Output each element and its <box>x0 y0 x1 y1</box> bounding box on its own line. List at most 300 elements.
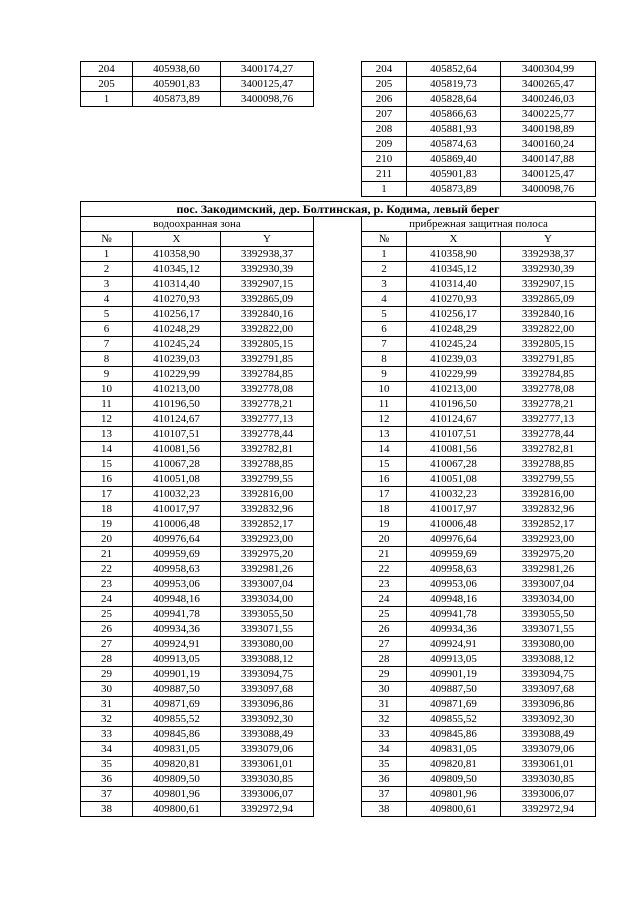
cell-x: 405901,83 <box>133 77 221 92</box>
left-cell-y: 3393096,86 <box>221 697 314 712</box>
right-cell-x: 410256,17 <box>407 307 501 322</box>
left-cell-y: 3393080,00 <box>221 637 314 652</box>
right-cell-no: 25 <box>362 607 407 622</box>
right-cell-y: 3392799,55 <box>501 472 596 487</box>
top-right-table <box>361 61 596 197</box>
right-cell-y: 3392816,00 <box>501 487 596 502</box>
left-cell-x: 410067,28 <box>133 457 221 472</box>
right-cell-y: 3393097,68 <box>501 682 596 697</box>
spacer <box>314 757 362 772</box>
spacer <box>314 697 362 712</box>
left-cell-no: 17 <box>81 487 133 502</box>
right-cell-no: 11 <box>362 397 407 412</box>
spacer <box>314 547 362 562</box>
right-cell-x: 410017,97 <box>407 502 501 517</box>
spacer <box>314 727 362 742</box>
left-cell-no: 20 <box>81 532 133 547</box>
cell-y: 3400098,76 <box>501 182 596 197</box>
left-cell-no: 15 <box>81 457 133 472</box>
spacer <box>314 577 362 592</box>
table-row <box>362 77 596 92</box>
right-cell-no: 2 <box>362 262 407 277</box>
left-cell-y: 3392816,00 <box>221 487 314 502</box>
left-cell-x: 410270,93 <box>133 292 221 307</box>
table-row <box>81 427 596 442</box>
right-cell-x: 410239,03 <box>407 352 501 367</box>
left-cell-y: 3393030,85 <box>221 772 314 787</box>
right-cell-x: 409959,69 <box>407 547 501 562</box>
table-row <box>81 457 596 472</box>
right-cell-y: 3392778,08 <box>501 382 596 397</box>
left-cell-no: 5 <box>81 307 133 322</box>
left-cell-y: 3393034,00 <box>221 592 314 607</box>
right-cell-no: 29 <box>362 667 407 682</box>
cell-no: 211 <box>362 167 407 182</box>
cell-no: 206 <box>362 92 407 107</box>
left-cell-x: 409887,50 <box>133 682 221 697</box>
table-row <box>81 637 596 652</box>
table-row <box>81 292 596 307</box>
cell-y: 3400225,77 <box>501 107 596 122</box>
right-cell-x: 410081,56 <box>407 442 501 457</box>
right-cell-y: 3392778,21 <box>501 397 596 412</box>
left-cell-x: 410032,23 <box>133 487 221 502</box>
left-cell-x: 409934,36 <box>133 622 221 637</box>
table-row <box>81 562 596 577</box>
right-cell-x: 409976,64 <box>407 532 501 547</box>
left-cell-y: 3392975,20 <box>221 547 314 562</box>
right-cell-no: 17 <box>362 487 407 502</box>
cell-x: 405819,73 <box>407 77 501 92</box>
right-cell-no: 18 <box>362 502 407 517</box>
right-cell-no: 5 <box>362 307 407 322</box>
right-cell-no: 6 <box>362 322 407 337</box>
left-cell-no: 38 <box>81 802 133 817</box>
spacer <box>314 427 362 442</box>
left-cell-no: 25 <box>81 607 133 622</box>
left-cell-y: 3392923,00 <box>221 532 314 547</box>
cell-y: 3400125,47 <box>221 77 314 92</box>
cell-x: 405852,64 <box>407 62 501 77</box>
right-cell-no: 10 <box>362 382 407 397</box>
right-cell-x: 409801,96 <box>407 787 501 802</box>
right-cell-no: 3 <box>362 277 407 292</box>
right-cell-x: 409855,52 <box>407 712 501 727</box>
spacer <box>314 337 362 352</box>
spacer <box>314 487 362 502</box>
table-row <box>362 137 596 152</box>
left-cell-no: 28 <box>81 652 133 667</box>
table-row <box>81 472 596 487</box>
left-cell-y: 3393079,06 <box>221 742 314 757</box>
spacer <box>314 637 362 652</box>
left-cell-x: 409800,61 <box>133 802 221 817</box>
left-cell-no: 26 <box>81 622 133 637</box>
right-cell-no: 34 <box>362 742 407 757</box>
left-cell-no: 37 <box>81 787 133 802</box>
left-cell-y: 3393071,55 <box>221 622 314 637</box>
table-row <box>81 247 596 262</box>
cell-y: 3400160,24 <box>501 137 596 152</box>
left-cell-x: 409871,69 <box>133 697 221 712</box>
right-cell-x: 409958,63 <box>407 562 501 577</box>
left-cell-x: 409809,50 <box>133 772 221 787</box>
right-cell-no: 21 <box>362 547 407 562</box>
left-cell-no: 29 <box>81 667 133 682</box>
left-cell-no: 33 <box>81 727 133 742</box>
right-cell-y: 3393034,00 <box>501 592 596 607</box>
cell-no: 204 <box>362 62 407 77</box>
col-y-right: Y <box>501 232 596 247</box>
col-no-left: № <box>81 232 133 247</box>
spacer <box>314 772 362 787</box>
right-cell-y: 3392788,85 <box>501 457 596 472</box>
left-cell-x: 410006,48 <box>133 517 221 532</box>
left-cell-x: 409941,78 <box>133 607 221 622</box>
right-cell-x: 410196,50 <box>407 397 501 412</box>
table-row <box>81 382 596 397</box>
col-y-left: Y <box>221 232 314 247</box>
left-cell-y: 3393088,49 <box>221 727 314 742</box>
right-cell-no: 27 <box>362 637 407 652</box>
right-cell-x: 410358,90 <box>407 247 501 262</box>
table-row <box>81 502 596 517</box>
table-row <box>81 77 314 92</box>
spacer <box>314 712 362 727</box>
right-cell-no: 14 <box>362 442 407 457</box>
right-cell-y: 3393094,75 <box>501 667 596 682</box>
left-cell-x: 409958,63 <box>133 562 221 577</box>
right-cell-y: 3392791,85 <box>501 352 596 367</box>
left-cell-y: 3392938,37 <box>221 247 314 262</box>
right-cell-no: 20 <box>362 532 407 547</box>
right-cell-no: 15 <box>362 457 407 472</box>
cell-x: 405866,63 <box>407 107 501 122</box>
left-cell-no: 6 <box>81 322 133 337</box>
table-row <box>81 262 596 277</box>
table-row <box>81 367 596 382</box>
left-cell-y: 3392778,44 <box>221 427 314 442</box>
right-cell-x: 409913,05 <box>407 652 501 667</box>
right-cell-y: 3392923,00 <box>501 532 596 547</box>
left-cell-y: 3392791,85 <box>221 352 314 367</box>
left-cell-y: 3393007,04 <box>221 577 314 592</box>
spacer <box>314 562 362 577</box>
right-cell-x: 409953,06 <box>407 577 501 592</box>
left-cell-y: 3393006,07 <box>221 787 314 802</box>
left-cell-no: 19 <box>81 517 133 532</box>
left-cell-x: 410051,08 <box>133 472 221 487</box>
table-row <box>81 667 596 682</box>
right-cell-no: 35 <box>362 757 407 772</box>
right-cell-no: 12 <box>362 412 407 427</box>
right-cell-no: 28 <box>362 652 407 667</box>
left-cell-no: 13 <box>81 427 133 442</box>
spacer <box>314 382 362 397</box>
left-cell-y: 3393055,50 <box>221 607 314 622</box>
spacer <box>314 667 362 682</box>
left-cell-x: 409845,86 <box>133 727 221 742</box>
cell-y: 3400174,27 <box>221 62 314 77</box>
right-cell-x: 410107,51 <box>407 427 501 442</box>
right-cell-y: 3393007,04 <box>501 577 596 592</box>
right-cell-y: 3393071,55 <box>501 622 596 637</box>
right-cell-y: 3393088,12 <box>501 652 596 667</box>
left-cell-x: 410107,51 <box>133 427 221 442</box>
cell-y: 3400304,99 <box>501 62 596 77</box>
right-cell-no: 31 <box>362 697 407 712</box>
right-cell-x: 409871,69 <box>407 697 501 712</box>
left-cell-x: 409924,91 <box>133 637 221 652</box>
right-cell-x: 410270,93 <box>407 292 501 307</box>
left-cell-no: 4 <box>81 292 133 307</box>
left-cell-y: 3392788,85 <box>221 457 314 472</box>
right-cell-no: 24 <box>362 592 407 607</box>
col-no-right: № <box>362 232 407 247</box>
left-cell-no: 34 <box>81 742 133 757</box>
cell-x: 405869,40 <box>407 152 501 167</box>
spacer <box>314 217 362 232</box>
cell-x: 405873,89 <box>133 92 221 107</box>
left-cell-y: 3392822,00 <box>221 322 314 337</box>
left-cell-y: 3392981,26 <box>221 562 314 577</box>
spacer <box>314 652 362 667</box>
left-cell-no: 35 <box>81 757 133 772</box>
table-row <box>81 787 596 802</box>
spacer <box>314 262 362 277</box>
left-cell-no: 32 <box>81 712 133 727</box>
right-cell-x: 410213,00 <box>407 382 501 397</box>
left-cell-x: 409855,52 <box>133 712 221 727</box>
right-cell-no: 37 <box>362 787 407 802</box>
right-cell-x: 409809,50 <box>407 772 501 787</box>
spacer <box>314 622 362 637</box>
left-cell-no: 30 <box>81 682 133 697</box>
left-cell-y: 3392832,96 <box>221 502 314 517</box>
left-cell-no: 22 <box>81 562 133 577</box>
right-cell-x: 409831,05 <box>407 742 501 757</box>
left-cell-no: 14 <box>81 442 133 457</box>
left-cell-x: 409953,06 <box>133 577 221 592</box>
table-row <box>362 92 596 107</box>
left-cell-y: 3392778,21 <box>221 397 314 412</box>
table-row <box>81 352 596 367</box>
left-cell-x: 409820,81 <box>133 757 221 772</box>
left-cell-no: 21 <box>81 547 133 562</box>
left-cell-y: 3392852,17 <box>221 517 314 532</box>
right-cell-x: 410229,99 <box>407 367 501 382</box>
spacer <box>314 232 362 247</box>
left-cell-y: 3392840,16 <box>221 307 314 322</box>
left-cell-x: 410239,03 <box>133 352 221 367</box>
left-cell-x: 410345,12 <box>133 262 221 277</box>
spacer <box>314 517 362 532</box>
cell-x: 405874,63 <box>407 137 501 152</box>
right-cell-y: 3392822,00 <box>501 322 596 337</box>
table-row <box>81 532 596 547</box>
table-row <box>362 107 596 122</box>
left-header: водоохранная зона <box>81 217 314 232</box>
left-cell-x: 409831,05 <box>133 742 221 757</box>
cell-x: 405873,89 <box>407 182 501 197</box>
right-cell-y: 3393006,07 <box>501 787 596 802</box>
spacer <box>314 322 362 337</box>
table-row <box>81 652 596 667</box>
left-cell-y: 3392778,08 <box>221 382 314 397</box>
table-row <box>81 337 596 352</box>
right-header: прибрежная защитная полоса <box>362 217 596 232</box>
left-cell-no: 36 <box>81 772 133 787</box>
cell-no: 1 <box>362 182 407 197</box>
spacer <box>314 277 362 292</box>
cell-no: 210 <box>362 152 407 167</box>
table-row <box>362 62 596 77</box>
cell-y: 3400125,47 <box>501 167 596 182</box>
left-cell-no: 27 <box>81 637 133 652</box>
left-cell-x: 410248,29 <box>133 322 221 337</box>
right-cell-y: 3392852,17 <box>501 517 596 532</box>
cell-no: 209 <box>362 137 407 152</box>
left-cell-no: 12 <box>81 412 133 427</box>
spacer <box>314 787 362 802</box>
left-cell-no: 3 <box>81 277 133 292</box>
right-cell-x: 409924,91 <box>407 637 501 652</box>
table-row <box>81 487 596 502</box>
table-row <box>81 757 596 772</box>
right-cell-y: 3392972,94 <box>501 802 596 817</box>
right-cell-x: 410248,29 <box>407 322 501 337</box>
right-cell-no: 33 <box>362 727 407 742</box>
right-cell-x: 410067,28 <box>407 457 501 472</box>
top-left-table <box>80 61 314 107</box>
right-cell-no: 23 <box>362 577 407 592</box>
right-cell-x: 409901,19 <box>407 667 501 682</box>
left-cell-x: 410196,50 <box>133 397 221 412</box>
left-cell-x: 409976,64 <box>133 532 221 547</box>
left-cell-no: 31 <box>81 697 133 712</box>
table-row <box>81 307 596 322</box>
cell-no: 1 <box>81 92 133 107</box>
coordinates-table <box>80 201 596 817</box>
cell-y: 3400246,03 <box>501 92 596 107</box>
table-row <box>81 607 596 622</box>
right-cell-y: 3393061,01 <box>501 757 596 772</box>
right-cell-no: 16 <box>362 472 407 487</box>
table-row <box>81 622 596 637</box>
table-row <box>81 277 596 292</box>
left-cell-y: 3393061,01 <box>221 757 314 772</box>
left-cell-no: 2 <box>81 262 133 277</box>
right-cell-y: 3392865,09 <box>501 292 596 307</box>
left-cell-x: 410245,24 <box>133 337 221 352</box>
right-cell-y: 3393030,85 <box>501 772 596 787</box>
table-row <box>81 802 596 817</box>
spacer <box>314 472 362 487</box>
spacer <box>314 802 362 817</box>
right-cell-x: 410124,67 <box>407 412 501 427</box>
right-cell-no: 32 <box>362 712 407 727</box>
table-row <box>81 547 596 562</box>
cell-no: 204 <box>81 62 133 77</box>
right-cell-y: 3393092,30 <box>501 712 596 727</box>
left-cell-no: 24 <box>81 592 133 607</box>
right-cell-x: 410314,40 <box>407 277 501 292</box>
left-cell-y: 3392907,15 <box>221 277 314 292</box>
spacer <box>314 457 362 472</box>
right-cell-y: 3393088,49 <box>501 727 596 742</box>
right-cell-x: 409800,61 <box>407 802 501 817</box>
right-cell-no: 22 <box>362 562 407 577</box>
left-cell-y: 3393094,75 <box>221 667 314 682</box>
spacer <box>314 367 362 382</box>
right-cell-y: 3393080,00 <box>501 637 596 652</box>
left-cell-x: 409913,05 <box>133 652 221 667</box>
right-cell-y: 3392840,16 <box>501 307 596 322</box>
left-cell-y: 3393088,12 <box>221 652 314 667</box>
left-cell-no: 23 <box>81 577 133 592</box>
table-row <box>81 62 314 77</box>
right-cell-no: 13 <box>362 427 407 442</box>
table-row <box>81 727 596 742</box>
right-cell-y: 3393055,50 <box>501 607 596 622</box>
table-row <box>81 697 596 712</box>
left-cell-y: 3392805,15 <box>221 337 314 352</box>
spacer <box>314 352 362 367</box>
left-cell-x: 410213,00 <box>133 382 221 397</box>
right-cell-y: 3392777,13 <box>501 412 596 427</box>
left-cell-y: 3392972,94 <box>221 802 314 817</box>
col-x-left: X <box>133 232 221 247</box>
left-cell-x: 409901,19 <box>133 667 221 682</box>
right-cell-x: 410245,24 <box>407 337 501 352</box>
table-row <box>81 577 596 592</box>
right-cell-no: 36 <box>362 772 407 787</box>
right-cell-y: 3393096,86 <box>501 697 596 712</box>
table-row <box>81 442 596 457</box>
right-cell-x: 409820,81 <box>407 757 501 772</box>
right-cell-y: 3392981,26 <box>501 562 596 577</box>
table-row <box>362 152 596 167</box>
left-cell-y: 3393092,30 <box>221 712 314 727</box>
left-cell-y: 3392777,13 <box>221 412 314 427</box>
spacer <box>314 442 362 457</box>
spacer <box>314 307 362 322</box>
cell-x: 405901,83 <box>407 167 501 182</box>
table-row <box>81 322 596 337</box>
right-cell-y: 3392930,39 <box>501 262 596 277</box>
spacer <box>314 532 362 547</box>
table-row <box>81 712 596 727</box>
left-cell-x: 410081,56 <box>133 442 221 457</box>
right-cell-y: 3392907,15 <box>501 277 596 292</box>
table-row <box>81 742 596 757</box>
left-cell-x: 410229,99 <box>133 367 221 382</box>
left-cell-no: 11 <box>81 397 133 412</box>
cell-y: 3400265,47 <box>501 77 596 92</box>
left-cell-y: 3392865,09 <box>221 292 314 307</box>
left-cell-y: 3393097,68 <box>221 682 314 697</box>
right-cell-no: 1 <box>362 247 407 262</box>
right-cell-y: 3392832,96 <box>501 502 596 517</box>
right-cell-x: 409941,78 <box>407 607 501 622</box>
spacer <box>314 292 362 307</box>
spacer <box>314 247 362 262</box>
left-cell-no: 1 <box>81 247 133 262</box>
right-cell-y: 3392782,81 <box>501 442 596 457</box>
table-row <box>362 182 596 197</box>
right-cell-y: 3392938,37 <box>501 247 596 262</box>
cell-y: 3400098,76 <box>221 92 314 107</box>
